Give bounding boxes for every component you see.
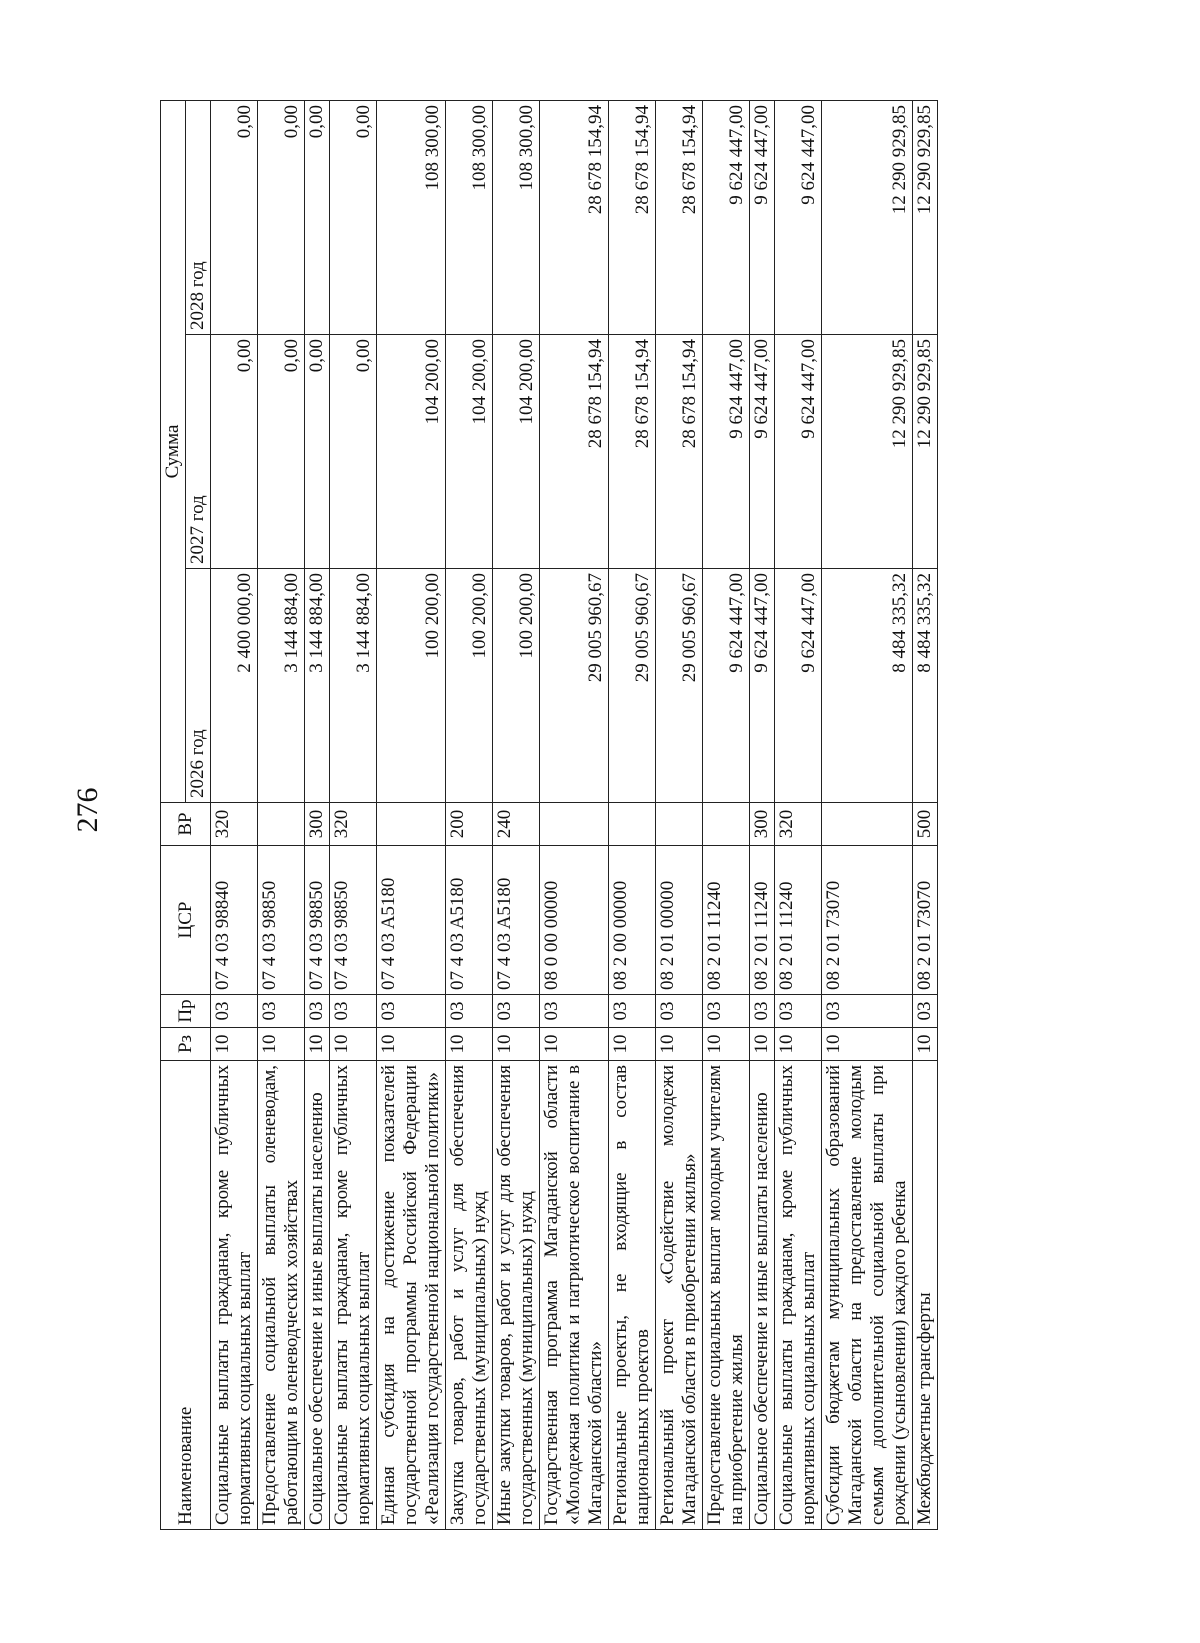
cell-2028: 108 300,00 [493, 101, 540, 335]
cell-vr: 200 [446, 803, 493, 846]
table-row [305, 101, 330, 1530]
cell-2028: 12 290 929,85 [913, 101, 938, 335]
cell-2028: 9 624 447,00 [775, 101, 822, 335]
cell-csr: 07 4 03 98840 [211, 846, 258, 995]
cell-2026: 100 200,00 [446, 569, 493, 803]
cell-pr: 03 [330, 995, 377, 1028]
cell-pr: 03 [305, 995, 330, 1028]
cell-2027: 0,00 [305, 335, 330, 569]
cell-name: Региональный проект «Содействие молодежи Магаданской области в приобретении жилья» [656, 1061, 703, 1530]
cell-name: Иные закупки товаров, работ и услуг для обеспечения государственных (муниципальных) нужд [493, 1061, 540, 1530]
page-number: 276 [71, 787, 104, 833]
table-row [822, 101, 913, 1530]
cell-2028: 9 624 447,00 [750, 101, 775, 335]
cell-csr: 07 4 03 A5180 [493, 846, 540, 995]
budget-table [160, 100, 938, 1530]
table-row [775, 101, 822, 1530]
cell-rz: 10 [446, 1028, 493, 1061]
header-2027: 2027 год [186, 335, 211, 569]
header-vr: ВР [161, 803, 211, 846]
cell-vr [656, 803, 703, 846]
cell-2028: 108 300,00 [377, 101, 446, 335]
cell-pr: 03 [703, 995, 750, 1028]
table-row [609, 101, 656, 1530]
table-row [750, 101, 775, 1530]
cell-2026: 9 624 447,00 [750, 569, 775, 803]
cell-2026: 29 005 960,67 [609, 569, 656, 803]
cell-csr: 07 4 03 98850 [330, 846, 377, 995]
cell-rz: 10 [656, 1028, 703, 1061]
header-name: Наименование [161, 1061, 211, 1530]
header-rz: Рз [161, 1028, 211, 1061]
cell-name: Социальное обеспечение и иные выплаты населению [305, 1061, 330, 1530]
cell-2026: 3 144 884,00 [330, 569, 377, 803]
cell-2027: 28 678 154,94 [540, 335, 609, 569]
cell-name: Социальные выплаты гражданам, кроме публичных нормативных социальных выплат [775, 1061, 822, 1530]
table-row [377, 101, 446, 1530]
cell-2028: 28 678 154,94 [609, 101, 656, 335]
cell-2027: 0,00 [258, 335, 305, 569]
header-2026: 2026 год [186, 569, 211, 803]
table-row [493, 101, 540, 1530]
cell-csr: 08 2 01 73070 [913, 846, 938, 995]
cell-rz: 10 [913, 1028, 938, 1061]
cell-rz: 10 [540, 1028, 609, 1061]
cell-rz: 10 [609, 1028, 656, 1061]
cell-2028: 0,00 [305, 101, 330, 335]
cell-2026: 8 484 335,32 [822, 569, 913, 803]
cell-2027: 9 624 447,00 [750, 335, 775, 569]
cell-vr: 320 [775, 803, 822, 846]
table-row [703, 101, 750, 1530]
cell-pr: 03 [750, 995, 775, 1028]
cell-2028: 12 290 929,85 [822, 101, 913, 335]
cell-csr: 07 4 03 A5180 [446, 846, 493, 995]
cell-2026: 8 484 335,32 [913, 569, 938, 803]
cell-csr: 08 2 01 00000 [656, 846, 703, 995]
cell-rz: 10 [211, 1028, 258, 1061]
cell-name: Социальное обеспечение и иные выплаты населению [750, 1061, 775, 1530]
cell-name: Региональные проекты, не входящие в состав национальных проектов [609, 1061, 656, 1530]
cell-rz: 10 [493, 1028, 540, 1061]
cell-name: Субсидии бюджетам муниципальных образований Магаданской области на предоставление молодым семьям дополнительной социальной выплаты при рождении (усыновлении) каждого ребенка [822, 1061, 913, 1530]
cell-rz: 10 [775, 1028, 822, 1061]
table-row [913, 101, 938, 1530]
cell-2026: 9 624 447,00 [775, 569, 822, 803]
header-pr: Пр [161, 995, 211, 1028]
table-row [656, 101, 703, 1530]
cell-2026: 3 144 884,00 [305, 569, 330, 803]
cell-2028: 9 624 447,00 [703, 101, 750, 335]
cell-vr: 300 [305, 803, 330, 846]
cell-pr: 03 [258, 995, 305, 1028]
cell-2027: 9 624 447,00 [775, 335, 822, 569]
cell-rz: 10 [258, 1028, 305, 1061]
cell-pr: 03 [211, 995, 258, 1028]
table-body [211, 101, 938, 1530]
cell-2028: 0,00 [258, 101, 305, 335]
cell-2027: 12 290 929,85 [822, 335, 913, 569]
cell-pr: 03 [822, 995, 913, 1028]
header-sum: Сумма [161, 101, 186, 803]
cell-2028: 108 300,00 [446, 101, 493, 335]
cell-2027: 28 678 154,94 [609, 335, 656, 569]
cell-name: Межбюджетные трансферты [913, 1061, 938, 1530]
cell-2026: 100 200,00 [377, 569, 446, 803]
cell-name: Социальные выплаты гражданам, кроме публичных нормативных социальных выплат [330, 1061, 377, 1530]
cell-2026: 100 200,00 [493, 569, 540, 803]
cell-pr: 03 [446, 995, 493, 1028]
header-2028: 2028 год [186, 101, 211, 335]
cell-pr: 03 [493, 995, 540, 1028]
cell-2026: 9 624 447,00 [703, 569, 750, 803]
table-row [258, 101, 305, 1530]
cell-2027: 0,00 [211, 335, 258, 569]
cell-pr: 03 [775, 995, 822, 1028]
cell-csr: 08 2 01 11240 [775, 846, 822, 995]
table-row [330, 101, 377, 1530]
cell-2027: 12 290 929,85 [913, 335, 938, 569]
cell-vr [258, 803, 305, 846]
rotated-table-wrapper [160, 100, 1060, 1530]
cell-csr: 08 2 00 00000 [609, 846, 656, 995]
cell-name: Закупка товаров, работ и услуг для обеспечения государственных (муниципальных) нужд [446, 1061, 493, 1530]
cell-pr: 03 [377, 995, 446, 1028]
cell-2028: 0,00 [211, 101, 258, 335]
cell-2027: 104 200,00 [377, 335, 446, 569]
cell-rz: 10 [822, 1028, 913, 1061]
cell-name: Социальные выплаты гражданам, кроме публичных нормативных социальных выплат [211, 1061, 258, 1530]
cell-2027: 104 200,00 [493, 335, 540, 569]
cell-rz: 10 [377, 1028, 446, 1061]
cell-vr [822, 803, 913, 846]
cell-pr: 03 [609, 995, 656, 1028]
cell-2027: 0,00 [330, 335, 377, 569]
cell-2028: 28 678 154,94 [656, 101, 703, 335]
cell-2026: 29 005 960,67 [540, 569, 609, 803]
cell-2027: 28 678 154,94 [656, 335, 703, 569]
cell-pr: 03 [913, 995, 938, 1028]
cell-2026: 29 005 960,67 [656, 569, 703, 803]
cell-name: Предоставление социальной выплаты оленеводам, работающим в оленеводческих хозяйствах [258, 1061, 305, 1530]
cell-name: Предоставление социальных выплат молодым учителям на приобретение жилья [703, 1061, 750, 1530]
cell-vr: 300 [750, 803, 775, 846]
cell-vr [377, 803, 446, 846]
cell-2026: 2 400 000,00 [211, 569, 258, 803]
cell-vr: 320 [211, 803, 258, 846]
cell-rz: 10 [305, 1028, 330, 1061]
cell-csr: 08 2 01 11240 [750, 846, 775, 995]
cell-csr: 08 2 01 73070 [822, 846, 913, 995]
cell-pr: 03 [656, 995, 703, 1028]
table-row [446, 101, 493, 1530]
cell-rz: 10 [330, 1028, 377, 1061]
cell-rz: 10 [703, 1028, 750, 1061]
cell-vr: 500 [913, 803, 938, 846]
cell-2028: 0,00 [330, 101, 377, 335]
cell-2027: 104 200,00 [446, 335, 493, 569]
cell-2026: 3 144 884,00 [258, 569, 305, 803]
cell-rz: 10 [750, 1028, 775, 1061]
cell-csr: 08 0 00 00000 [540, 846, 609, 995]
cell-csr: 07 4 03 98850 [258, 846, 305, 995]
cell-vr: 240 [493, 803, 540, 846]
cell-csr: 07 4 03 A5180 [377, 846, 446, 995]
cell-2028: 28 678 154,94 [540, 101, 609, 335]
header-csr: ЦСР [161, 846, 211, 995]
budget-sheet [160, 100, 1060, 1530]
cell-pr: 03 [540, 995, 609, 1028]
table-row [540, 101, 609, 1530]
table-row [211, 101, 258, 1530]
cell-vr [609, 803, 656, 846]
cell-vr [540, 803, 609, 846]
cell-name: Государственная программа Магаданской области «Молодежная политика и патриотическое воспитание в Магаданской области» [540, 1061, 609, 1530]
cell-csr: 07 4 03 98850 [305, 846, 330, 995]
cell-csr: 08 2 01 11240 [703, 846, 750, 995]
cell-2027: 9 624 447,00 [703, 335, 750, 569]
header-row [161, 101, 186, 1530]
cell-vr [703, 803, 750, 846]
cell-name: Единая субсидия на достижение показателей государственной программы Российской Федерации «Реализация государственной национальной политики» [377, 1061, 446, 1530]
cell-vr: 320 [330, 803, 377, 846]
